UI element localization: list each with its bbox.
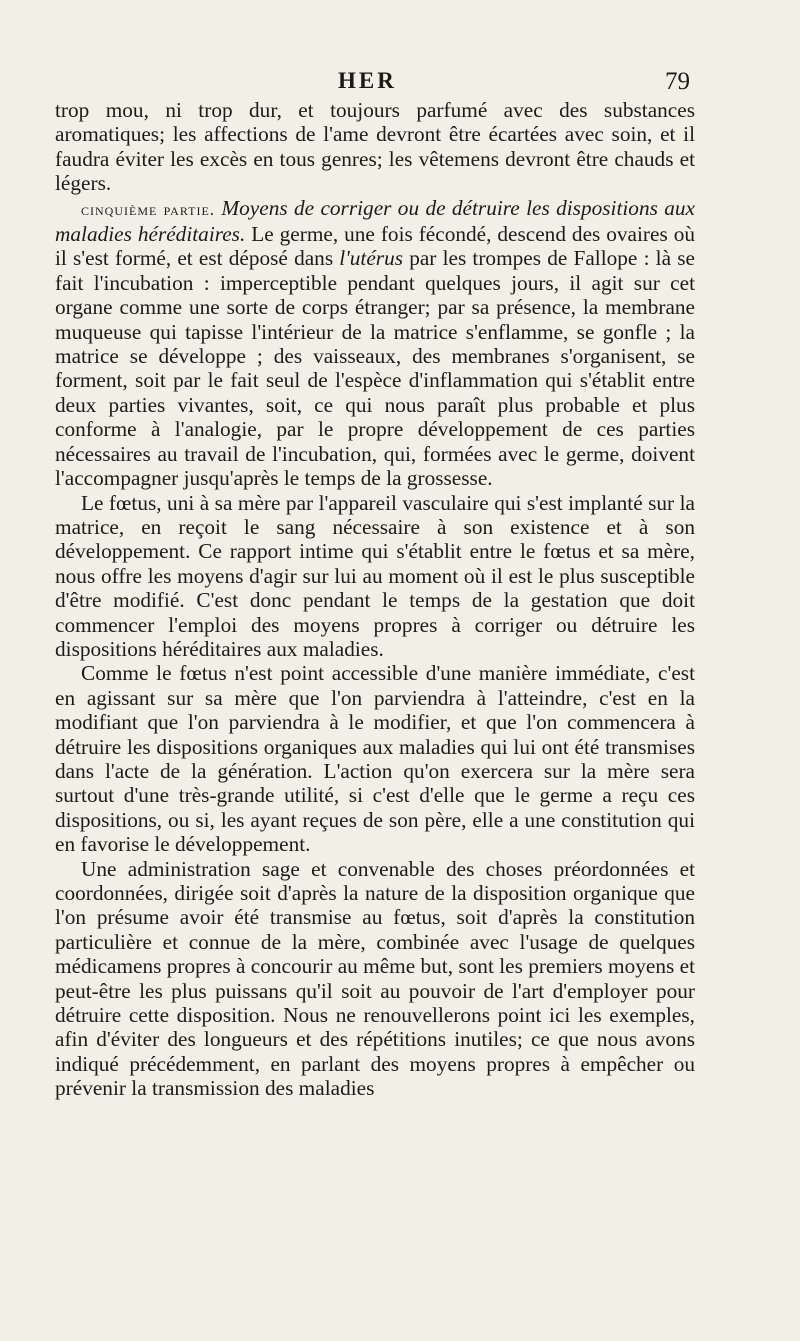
paragraph-2-text-b: par les trompes de Fallope : là se fait l'incubation : imperceptible pendant quelques jours, il agit sur cet organe comme une sorte de corps étranger; par sa présence, la membrane muqueuse qui tapisse l'intérieur de la matrice s'enflamme, se gonfle ; la matrice se développe ; des vaisseaux, des membranes s'organisent, se forment, soit par le fait seul de l'espèce d'inflammation qui s'établit entre deux parties vivantes, soit, ce qui nous paraît plus probable et plus conforme à l'analogie, par le propre développement de ces parties nécessaires au travail de l'incubation, qui, formées avec le germe, doivent l'accompagner jusqu'après le temps de la grossesse. (55, 246, 695, 491)
section-title: Moyens de corriger ou de détruire les dispositions aux maladies héréditaires. (55, 195, 695, 247)
running-head: HER (338, 68, 397, 93)
page-header (0, 68, 800, 98)
paragraph-5: Une administration sage et convenable des choses préordonnées et coordonnées, dirigée soit d'après la nature de la disposition organique que l'on présume avoir été transmise au fœtus, soit d'après la constitution particulière et connue de la mère, combinée avec l'usage de quelques médicamens propres à concourir au même but, sont les premiers moyens et peut-être les plus puissans qu'il soit au pouvoir de l'art d'employer pour détruire cette disposition. Nous ne renouvellerons point ici les exemples, afin d'éviter des longueurs et des répétitions inutiles; ce que nous avons indiqué précédemment, en parlant des moyens propres à empêcher ou prévenir la transmission des maladies (55, 856, 695, 1101)
paragraph-2 (55, 196, 695, 491)
paragraph-4: Comme le fœtus n'est point accessible d'une manière immédiate, c'est en agissant sur sa mère que l'on parviendra à l'atteindre, c'est en la modifiant que l'on parviendra à le modifier, et que l'on commencera à détruire les dispositions organiques aux maladies qui lui ont été transmises dans l'acte de la génération. L'action qu'on exercera sur la mère sera surtout d'une très-grande utilité, si c'est d'elle que le germe a reçu ces dispositions, ou si, les ayant reçues de son père, elle a une constitution qui en favorise le développement. (55, 661, 695, 857)
page-number: 79 (665, 68, 690, 95)
section-label: cinquième partie. (81, 199, 216, 219)
uterus-term: l'utérus (339, 246, 404, 271)
paragraph-1: trop mou, ni trop dur, et toujours parfumé avec des substances aromatiques; les affections de l'ame devront être écartées avec soin, et il faudra éviter les excès en tous genres; les vêtemens devront être chauds et légers. (55, 98, 695, 196)
paragraph-3: Le fœtus, uni à sa mère par l'appareil vasculaire qui s'est implanté sur la matrice, en reçoit le sang nécessaire à son existence et à son développement. Ce rapport intime qui s'établit entre le fœtus et sa mère, nous offre les moyens d'agir sur lui au moment où il est le plus susceptible d'être modifié. C'est donc pendant le temps de la gestation que doit commencer l'emploi des moyens propres à corriger ou détruire les dispositions héréditaires aux maladies. (55, 490, 695, 661)
paragraph-2-text-a: Le germe, une fois fécondé, descend des ovaires où il s'est formé, et est déposé dans (55, 222, 695, 271)
body-text (55, 98, 695, 1101)
